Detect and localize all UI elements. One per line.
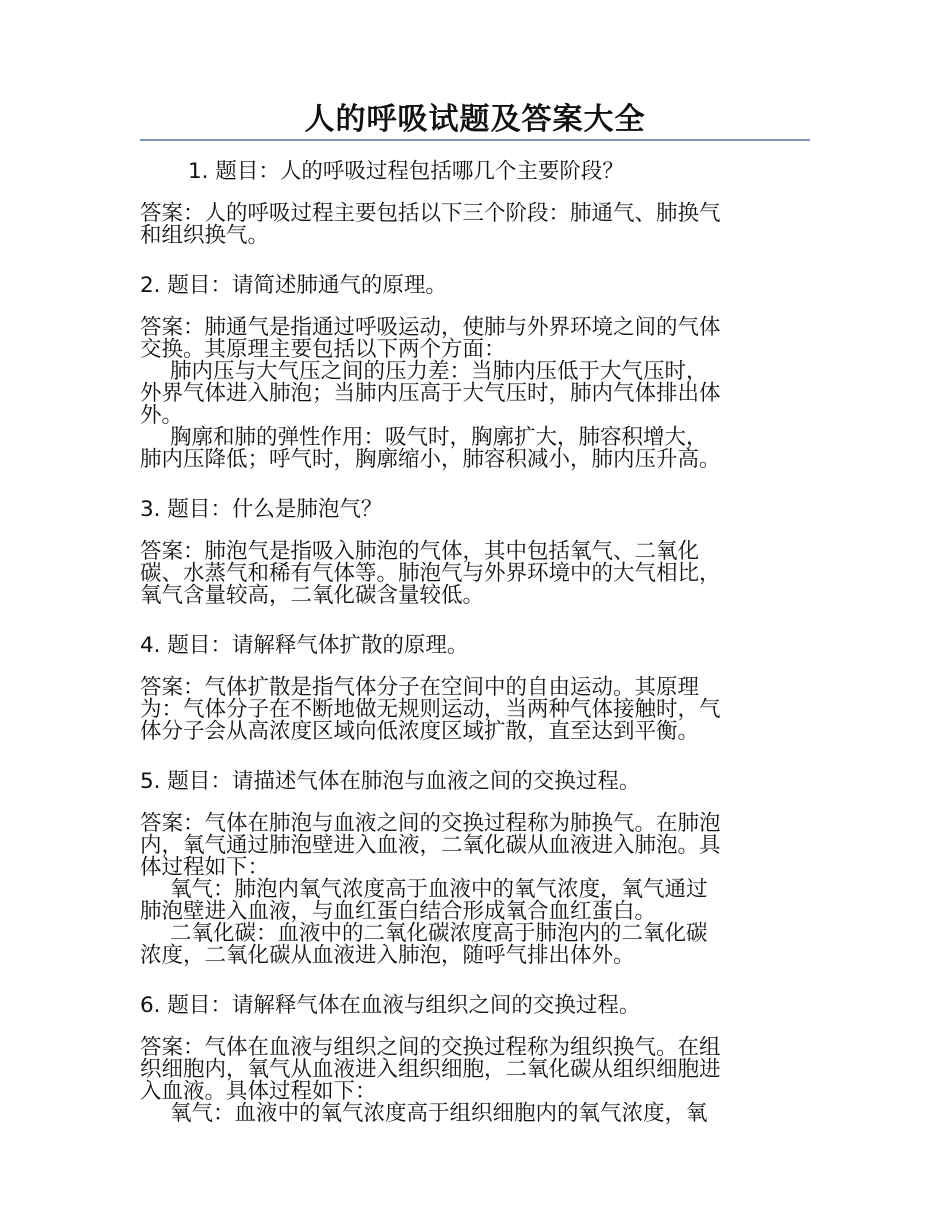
question-1: 1. 题目：人的呼吸过程包括哪几个主要阶段？ bbox=[188, 159, 624, 184]
answer-line: 二氧化碳：血液中的二氧化碳浓度高于肺泡内的二氧化碳 bbox=[170, 921, 708, 946]
answer-line: 氧气：血液中的氧气浓度高于组织细胞内的氧气浓度，氧 bbox=[170, 1101, 708, 1126]
answer-line: 和组织换气。 bbox=[140, 223, 270, 248]
answer-line: 答案：气体在肺泡与血液之间的交换过程称为肺换气。在肺泡 bbox=[140, 811, 721, 836]
answer-line: 肺内压与大气压之间的压力差：当肺内压低于大气压时， bbox=[170, 359, 708, 384]
answer-line: 答案：肺通气是指通过呼吸运动，使肺与外界环境之间的气体 bbox=[140, 315, 721, 340]
title-underline bbox=[140, 139, 810, 141]
answer-1 bbox=[140, 203, 812, 247]
answer-line: 氧气含量较高，二氧化碳含量较低。 bbox=[140, 583, 485, 608]
answer-line: 答案：气体扩散是指气体分子在空间中的自由运动。其原理 bbox=[140, 675, 700, 700]
answer-5 bbox=[140, 813, 812, 967]
answer-line: 浓度，二氧化碳从血液进入肺泡，随呼气排出体外。 bbox=[140, 943, 635, 968]
answer-4 bbox=[140, 677, 812, 743]
question-5: 5. 题目：请描述气体在肺泡与血液之间的交换过程。 bbox=[140, 769, 641, 794]
answer-line: 外界气体进入肺泡；当肺内压高于大气压时，肺内气体排出体 bbox=[140, 381, 721, 406]
question-3: 3. 题目：什么是肺泡气？ bbox=[140, 497, 383, 522]
answer-line: 织细胞内，氧气从血液进入组织细胞，二氧化碳从组织细胞进 bbox=[140, 1057, 721, 1082]
question-4: 4. 题目：请解释气体扩散的原理。 bbox=[140, 633, 469, 658]
document-title: 人的呼吸试题及答案大全 bbox=[304, 102, 646, 137]
question-2: 2. 题目：请简述肺通气的原理。 bbox=[140, 273, 447, 298]
answer-3 bbox=[140, 541, 812, 607]
answer-6 bbox=[140, 1037, 812, 1125]
answer-line: 为：气体分子在不断地做无规则运动，当两种气体接触时，气 bbox=[140, 697, 721, 722]
question-6: 6. 题目：请解释气体在血液与组织之间的交换过程。 bbox=[140, 993, 641, 1018]
qa-list bbox=[140, 155, 812, 1147]
answer-line: 外。 bbox=[140, 403, 184, 428]
answer-line: 肺泡壁进入血液，与血红蛋白结合形成氧合血红蛋白。 bbox=[140, 899, 657, 924]
answer-line: 氧气：肺泡内氧气浓度高于血液中的氧气浓度，氧气通过 bbox=[170, 877, 708, 902]
answer-line: 答案：人的呼吸过程主要包括以下三个阶段：肺通气、肺换气 bbox=[140, 201, 721, 226]
answer-line: 体过程如下： bbox=[140, 855, 270, 880]
answer-line: 碳、水蒸气和稀有气体等。肺泡气与外界环境中的大气相比， bbox=[140, 561, 721, 586]
answer-line: 答案：肺泡气是指吸入肺泡的气体，其中包括氧气、二氧化 bbox=[140, 539, 700, 564]
answer-line: 肺内压降低；呼气时，胸廓缩小，肺容积减小，肺内压升高。 bbox=[140, 447, 721, 472]
answer-2 bbox=[140, 317, 812, 471]
answer-line: 答案：气体在血液与组织之间的交换过程称为组织换气。在组 bbox=[140, 1035, 721, 1060]
answer-line: 入血液。具体过程如下： bbox=[140, 1079, 377, 1104]
answer-line: 内，氧气通过肺泡壁进入血液，二氧化碳从血液进入肺泡。具 bbox=[140, 833, 721, 858]
answer-line: 体分子会从高浓度区域向低浓度区域扩散，直至达到平衡。 bbox=[140, 719, 700, 744]
answer-line: 交换。其原理主要包括以下两个方面： bbox=[140, 337, 506, 362]
answer-line: 胸廓和肺的弹性作用：吸气时，胸廓扩大，肺容积增大， bbox=[170, 425, 708, 450]
